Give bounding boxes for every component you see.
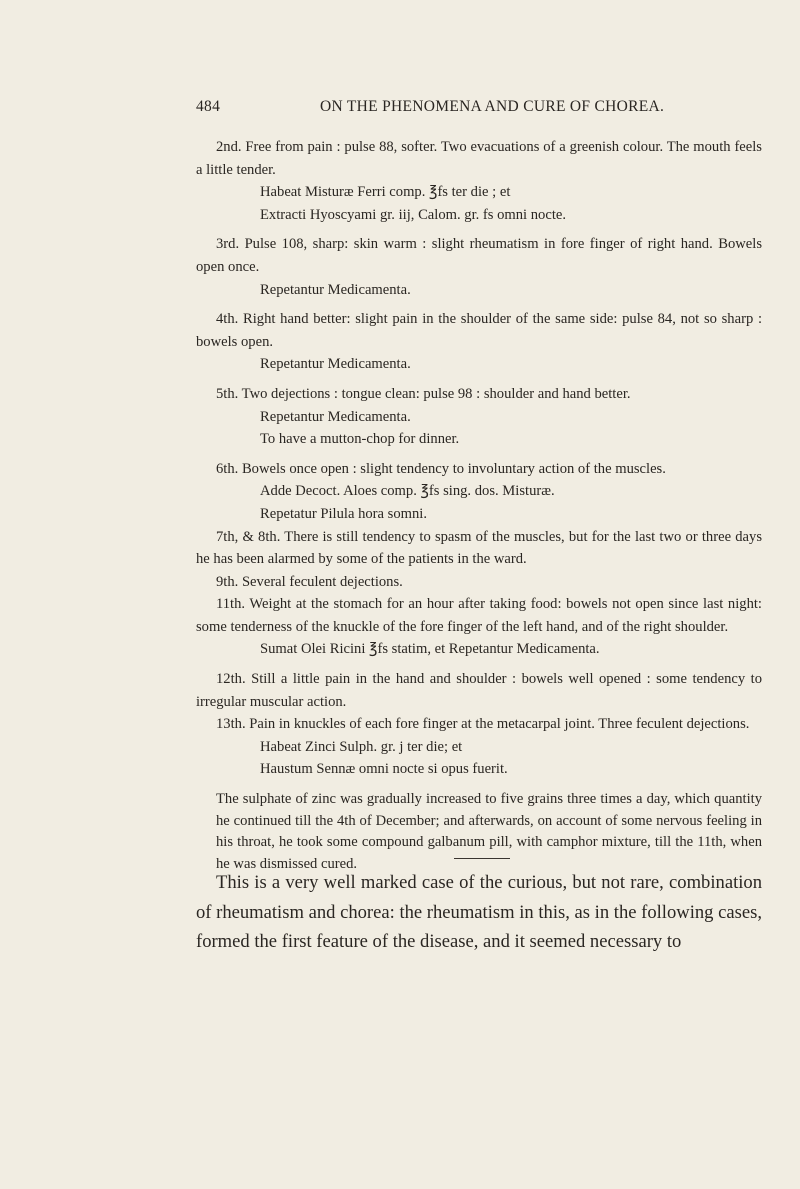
daily-entry: 12th. Still a little pain in the hand and shoulder : bowels well opened : some tendency to irregular muscular action. xyxy=(196,671,762,710)
prescription-line: Repetantur Medicamenta. xyxy=(260,356,411,373)
page-number: 484 xyxy=(196,98,221,115)
commentary-section xyxy=(196,868,762,957)
daily-entry: 2nd. Free from pain : pulse 88, softer. Two evacuations of a greenish colour. The mouth feels a little tender. xyxy=(196,139,762,178)
prescription-line: Habeat Zinci Sulph. gr. j ter die; et xyxy=(260,738,463,755)
prescription-line: Adde Decoct. Aloes comp. ℥fs sing. dos. Misturæ. xyxy=(260,483,555,500)
case-notes xyxy=(196,136,762,875)
prescription-line: Repetantur Medicamenta. xyxy=(260,281,411,298)
daily-entry: 7th, & 8th. There is still tendency to spasm of the muscles, but for the last two or three days he has been alarmed by some of the patients in the ward. xyxy=(196,528,762,568)
running-header xyxy=(196,98,762,122)
prescription-line: Haustum Sennæ omni nocte si opus fuerit. xyxy=(260,761,508,778)
prescription-line: Habeat Misturæ Ferri comp. ℥fs ter die ; et xyxy=(260,184,511,201)
running-title: ON THE PHENOMENA AND CURE OF CHOREA. xyxy=(320,98,665,115)
daily-entry: 11th. Weight at the stomach for an hour after taking food: bowels not open since last night: some tenderness of the knuckle of the fore finger of the left hand, and of the right shoulder. xyxy=(196,596,762,635)
daily-entry: 6th. Bowels once open : slight tendency to involuntary action of the muscles. xyxy=(216,460,666,477)
prescription-line: Extracti Hyoscyami gr. iij, Calom. gr. fs omni nocte. xyxy=(260,206,567,223)
prescription-line: Sumat Olei Ricini ℥fs statim, et Repetantur Medicamenta. xyxy=(260,641,600,658)
daily-entry: 9th. Several feculent dejections. xyxy=(216,573,403,590)
prescription-line: Repetantur Medicamenta. xyxy=(260,408,411,425)
daily-entry: 4th. Right hand better: slight pain in the shoulder of the same side: pulse 84, not so sharp : bowels open. xyxy=(196,311,762,350)
daily-entry: 3rd. Pulse 108, sharp: skin warm : slight rheumatism in fore finger of right hand. Bowels open once. xyxy=(196,236,762,275)
prescription-line: Repetatur Pilula hora somni. xyxy=(260,505,427,522)
case-conclusion: The sulphate of zinc was gradually increased to five grains three times a day, which quantity he continued till the 4th of December; and afterwards, on account of some nervous feeling in his throat, he took some compound galbanum pill, with camphor mixture, till the 11th, when he was dismissed cured. xyxy=(216,791,762,872)
prescription-line: To have a mutton-chop for dinner. xyxy=(260,431,460,448)
commentary-paragraph: This is a very well marked case of the curious, but not rare, combination of rheumatism and chorea: the rheumatism in this, as in the following cases, formed the first feature of the disease, and it seemed necessary to xyxy=(196,872,762,953)
daily-entry: 13th. Pain in knuckles of each fore finger at the metacarpal joint. Three feculent dejections. xyxy=(216,716,750,733)
section-divider xyxy=(454,858,510,859)
daily-entry: 5th. Two dejections : tongue clean: pulse 98 : shoulder and hand better. xyxy=(216,385,631,402)
